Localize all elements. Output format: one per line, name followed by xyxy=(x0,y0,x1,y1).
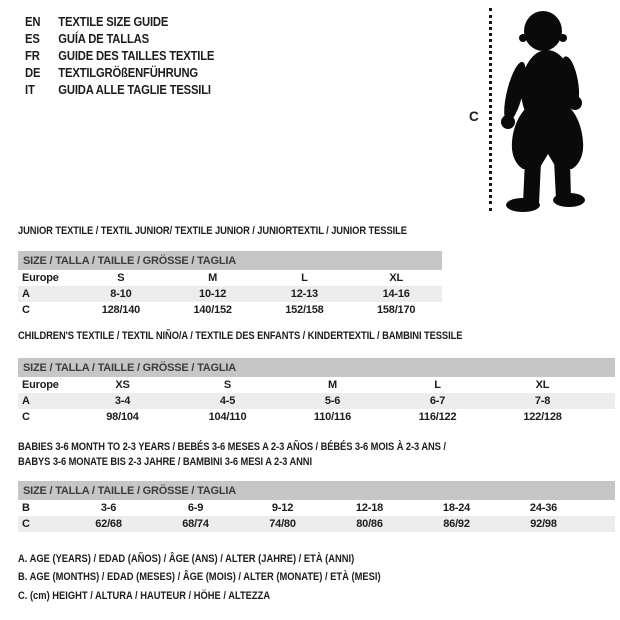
table-cell: M xyxy=(328,379,337,391)
table-cell: 6-7 xyxy=(385,393,490,409)
row-label: Europe xyxy=(22,379,59,391)
table-row-europe xyxy=(18,270,442,286)
table-cell: 122/128 xyxy=(523,411,562,423)
language-row-en xyxy=(25,13,214,30)
language-row-fr xyxy=(25,47,214,64)
row-label: C xyxy=(18,516,65,532)
table-cell: XL xyxy=(389,272,403,284)
table-cell: 92/98 xyxy=(500,516,587,532)
table-cell: 6-9 xyxy=(187,502,204,514)
table-cell: 140/152 xyxy=(193,304,232,316)
language-row-es xyxy=(25,30,214,47)
table-cell: 152/158 xyxy=(285,304,324,316)
junior-section-heading: JUNIOR TEXTILE / TEXTIL JUNIOR/ TEXTILE JUNIOR / JUNIORTEXTIL / JUNIOR TESSILE xyxy=(18,225,407,237)
row-label: C xyxy=(22,304,30,316)
spacer-cell xyxy=(595,409,615,425)
table-cell: S xyxy=(223,379,232,391)
measure-legend xyxy=(18,550,445,605)
size-header-bar xyxy=(18,358,615,377)
table-cell: 9-12 xyxy=(271,502,294,514)
height-measure-dotted-line xyxy=(489,8,492,211)
size-header-bar xyxy=(18,251,442,270)
row-label: B xyxy=(22,502,30,514)
table-cell: L xyxy=(301,272,308,284)
table-header-row xyxy=(18,358,615,377)
spacer-cell xyxy=(587,500,615,516)
children-section-heading: CHILDREN'S TEXTILE / TEXTIL NIÑO/A / TEXTILE DES ENFANTS / KINDERTEXTIL / BAMBINI TESSILE xyxy=(18,330,463,342)
table-cell: XL xyxy=(535,379,550,391)
table-cell: 128/140 xyxy=(101,304,141,316)
table-cell: L xyxy=(434,379,441,391)
language-row-it xyxy=(25,82,214,99)
table-row-europe xyxy=(18,377,615,393)
table-header-row xyxy=(18,251,442,270)
language-title: TEXTILGRÖßENFÜHRUNG xyxy=(58,66,199,81)
table-row-age xyxy=(18,393,615,409)
legend-line-c: C. (cm) HEIGHT / ALTURA / HAUTEUR / HÖHE / ALTEZZA xyxy=(18,589,271,602)
spacer-cell xyxy=(587,516,615,532)
table-cell: 24-36 xyxy=(529,502,558,514)
language-code: FR xyxy=(25,48,40,63)
language-code: ES xyxy=(25,31,40,46)
table-cell: 12-18 xyxy=(355,502,384,514)
table-header-row xyxy=(18,481,615,500)
legend-line-b: B. AGE (MONTHS) / EDAD (MESES) / ÂGE (MOIS) / ALTER (MONATE) / ETÀ (MESI) xyxy=(18,571,381,584)
legend-line-a: A. AGE (YEARS) / EDAD (AÑOS) / ÂGE (ANS) / ALTER (JAHRE) / ETÀ (ANNI) xyxy=(18,553,355,565)
table-cell: M xyxy=(208,272,218,284)
table-cell: 158/170 xyxy=(376,304,416,316)
toddler-silhouette-icon xyxy=(496,2,616,214)
children-size-table xyxy=(18,358,615,425)
table-row-height xyxy=(18,302,442,318)
table-cell: 68/74 xyxy=(152,516,239,532)
table-cell: 4-5 xyxy=(175,393,280,409)
language-row-de xyxy=(25,65,214,82)
table-row-height xyxy=(18,516,615,532)
spacer-cell xyxy=(595,377,615,393)
table-cell: 12-13 xyxy=(259,286,351,302)
table-cell: 3-4 xyxy=(70,393,175,409)
language-code: IT xyxy=(25,83,35,98)
table-cell: 7-8 xyxy=(490,393,595,409)
spacer-cell xyxy=(595,393,615,409)
table-row-age xyxy=(18,286,442,302)
language-title: GUÍA DE TALLAS xyxy=(58,31,149,46)
table-cell: 86/92 xyxy=(413,516,500,532)
table-cell: 8-10 xyxy=(75,286,167,302)
junior-size-table xyxy=(18,251,442,318)
table-cell: 3-6 xyxy=(100,502,117,514)
table-cell: 18-24 xyxy=(442,502,471,514)
language-title: GUIDE DES TAILLES TEXTILE xyxy=(58,48,215,63)
size-header-text: SIZE / TALLA / TAILLE / GRÖSSE / TAGLIA xyxy=(23,361,237,374)
language-code: EN xyxy=(25,14,41,29)
table-cell: 62/68 xyxy=(65,516,152,532)
table-cell: 5-6 xyxy=(280,393,385,409)
babies-section-heading-line1: BABIES 3-6 MONTH TO 2-3 YEARS / BEBÉS 3-6 MESES A 2-3 AÑOS / BÉBÉS 3-6 MOIS À 2-3 ANS / xyxy=(18,441,446,453)
language-code: DE xyxy=(25,66,41,81)
babies-section-heading-line2: BABYS 3-6 MONATE BIS 2-3 JAHRE / BAMBINI 3-6 MESI A 2-3 ANNI xyxy=(18,456,312,468)
table-cell: 80/86 xyxy=(326,516,413,532)
table-row-height xyxy=(18,409,615,425)
babies-size-table xyxy=(18,481,615,532)
size-header-text: SIZE / TALLA / TAILLE / GRÖSSE / TAGLIA xyxy=(23,254,237,267)
table-cell: XS xyxy=(115,379,130,391)
table-cell: 10-12 xyxy=(167,286,259,302)
table-cell: 110/116 xyxy=(313,411,352,423)
row-label: C xyxy=(22,411,30,423)
height-measure-label: C xyxy=(469,109,479,124)
language-title-list xyxy=(25,13,235,99)
size-header-bar xyxy=(18,481,615,500)
table-cell: 14-16 xyxy=(350,286,442,302)
row-label: A xyxy=(18,286,75,302)
table-cell: 116/122 xyxy=(418,411,457,423)
table-cell: 98/104 xyxy=(106,411,139,423)
table-cell: S xyxy=(117,272,125,284)
size-header-text: SIZE / TALLA / TAILLE / GRÖSSE / TAGLIA xyxy=(23,484,237,497)
language-title: TEXTILE SIZE GUIDE xyxy=(58,14,169,29)
row-label: Europe xyxy=(22,272,59,284)
language-title: GUIDA ALLE TAGLIE TESSILI xyxy=(58,83,211,98)
row-label: A xyxy=(18,393,70,409)
table-row-age-months xyxy=(18,500,615,516)
table-cell: 74/80 xyxy=(239,516,326,532)
table-cell: 104/110 xyxy=(208,411,247,423)
